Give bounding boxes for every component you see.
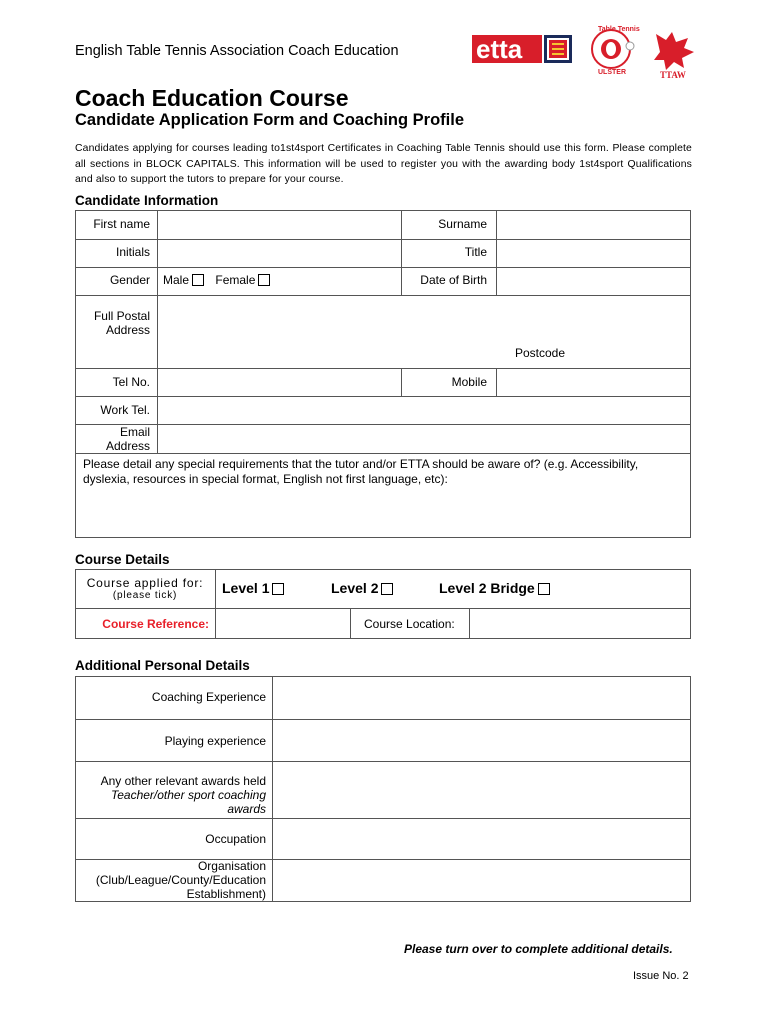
work-tel-field[interactable] xyxy=(158,397,690,424)
level2-label: Level 2 xyxy=(331,580,379,596)
awards-label-line1: Any other relevant awards held xyxy=(100,774,266,788)
organisation-field[interactable] xyxy=(273,860,690,901)
dob-label: Date of Birth xyxy=(420,273,487,287)
occupation-field[interactable] xyxy=(273,819,690,859)
header-logos xyxy=(470,24,710,80)
organisation-label-line1: Organisation xyxy=(197,859,266,873)
level1-option xyxy=(222,580,284,596)
female-label: Female xyxy=(215,273,256,287)
awards-field[interactable] xyxy=(273,762,690,818)
address-label-line2: Address xyxy=(105,323,150,337)
playing-experience-label: Playing experience xyxy=(164,734,266,748)
level1-checkbox[interactable] xyxy=(272,583,284,595)
organisation-label xyxy=(78,859,266,901)
male-checkbox[interactable] xyxy=(192,274,204,286)
postcode-label: Postcode xyxy=(515,346,566,360)
course-applied-for-label: Course applied for: xyxy=(86,576,204,590)
ulster-logo-top-text: Table Tennis xyxy=(598,26,640,33)
title-label: Title xyxy=(464,245,487,259)
gender-options xyxy=(163,273,270,287)
email-label-line1: Email xyxy=(119,425,150,439)
header-title: English Table Tennis Association Coach Education xyxy=(75,43,399,59)
level2-bridge-checkbox[interactable] xyxy=(538,583,550,595)
course-reference-label: Course Reference: xyxy=(102,617,209,631)
coaching-experience-label: Coaching Experience xyxy=(151,690,266,704)
organisation-label-line2: (Club/League/County/Education xyxy=(95,873,266,887)
level2-bridge-label: Level 2 Bridge xyxy=(439,580,535,596)
gender-label: Gender xyxy=(109,273,150,287)
turn-over-text: Please turn over to complete additional details xyxy=(404,942,670,956)
level2-checkbox[interactable] xyxy=(381,583,393,595)
occupation-label: Occupation xyxy=(205,832,266,846)
email-field[interactable] xyxy=(158,425,690,453)
dob-field[interactable] xyxy=(497,268,690,295)
coaching-experience-field[interactable] xyxy=(273,677,690,719)
male-label: Male xyxy=(163,273,190,287)
level1-label: Level 1 xyxy=(222,580,270,596)
initials-label: Initials xyxy=(115,245,150,259)
email-label xyxy=(78,425,150,453)
course-location-label: Course Location: xyxy=(364,617,455,631)
page-title: Coach Education Course xyxy=(75,85,349,111)
intro-paragraph: Candidates applying for courses leading to1st4sport Certificates in Coaching Table Tennis should use this form. Please complete all sections in BLOCK CAPITALS. This information will be used to register you with the awarding body 1st4sport Qualifications and also to support the tutors to prepare for your course. xyxy=(75,143,692,185)
special-requirements-label: Please detail any special requirements that the tutor and/or ETTA should be aware of? (e.g. Accessibility, dyslexia, resources in special format, English not first language, etc): xyxy=(83,457,639,486)
mobile-field[interactable] xyxy=(497,369,690,396)
address-field[interactable] xyxy=(158,296,690,368)
course-reference-field[interactable] xyxy=(216,609,350,638)
female-checkbox[interactable] xyxy=(258,274,270,286)
address-label-line1: Full Postal xyxy=(93,309,150,323)
course-section-title: Course Details xyxy=(75,552,170,567)
awards-label xyxy=(78,774,266,816)
course-location-field[interactable] xyxy=(470,609,690,638)
work-tel-label: Work Tel. xyxy=(100,403,150,417)
initials-field[interactable] xyxy=(158,240,400,267)
tel-field[interactable] xyxy=(158,369,400,396)
awards-label-line3: awards xyxy=(227,802,266,816)
awards-label-line2: Teacher/other sport coaching xyxy=(111,788,266,802)
etta-logo-text: etta xyxy=(476,34,523,64)
level2-bridge-option xyxy=(439,580,550,596)
level2-option xyxy=(331,580,393,596)
ulster-logo-bottom-text: ULSTER xyxy=(598,69,626,76)
etta-logo xyxy=(472,34,572,64)
ulster-logo xyxy=(592,26,640,76)
tel-label: Tel No. xyxy=(112,375,150,389)
organisation-label-line3: Establishment) xyxy=(186,887,266,901)
special-requirements-field[interactable] xyxy=(76,488,690,537)
surname-label: Surname xyxy=(438,217,487,231)
please-tick-label: (please tick) xyxy=(112,590,178,601)
ttaw-dragon-logo xyxy=(654,32,694,80)
surname-field[interactable] xyxy=(497,211,690,238)
candidate-section-title: Candidate Information xyxy=(75,193,219,208)
playing-experience-field[interactable] xyxy=(273,720,690,761)
turn-over-note: Please turn over to complete additional details. xyxy=(404,942,673,956)
additional-section-title: Additional Personal Details xyxy=(75,658,250,673)
title-field[interactable] xyxy=(497,240,690,267)
email-label-line2: Address xyxy=(105,439,150,453)
mobile-label: Mobile xyxy=(451,375,487,389)
first-name-field[interactable] xyxy=(158,211,400,238)
issue-number: Issue No. 2 xyxy=(633,970,689,982)
address-label xyxy=(78,309,150,337)
course-applied-for xyxy=(79,576,211,601)
ttaw-logo-text: TTAW xyxy=(660,70,686,80)
page-subtitle: Candidate Application Form and Coaching Profile xyxy=(75,111,464,129)
first-name-label: First name xyxy=(93,217,150,231)
